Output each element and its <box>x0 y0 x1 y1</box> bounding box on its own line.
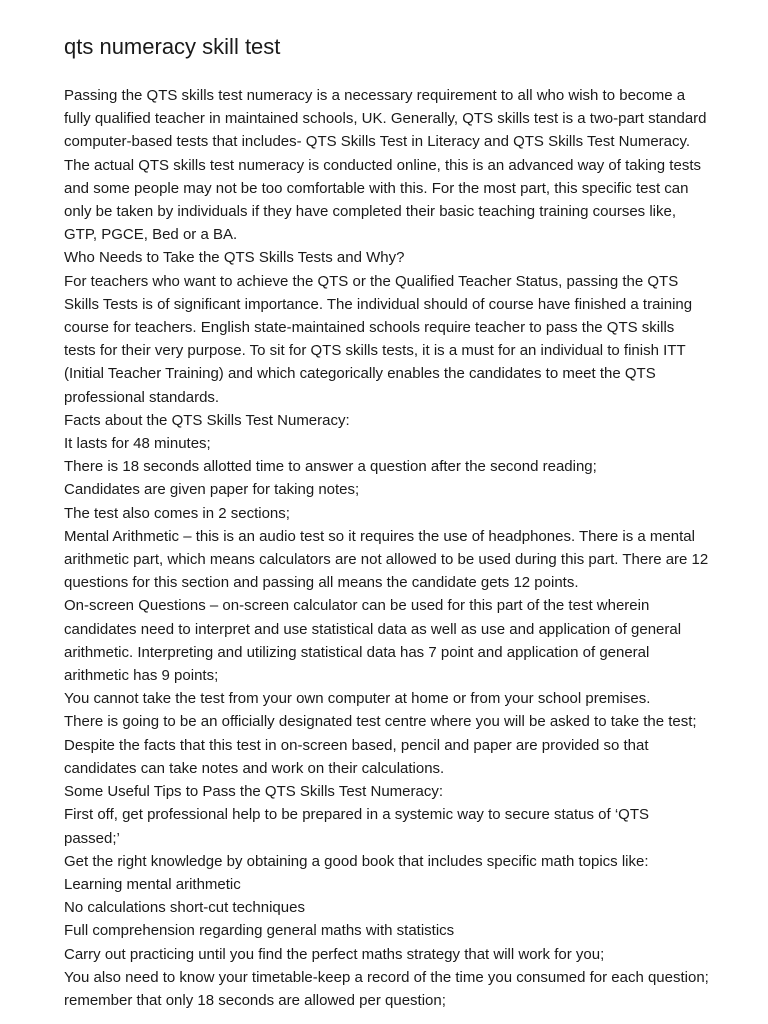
body-paragraph: On-screen Questions – on-screen calculator can be used for this part of the test wherein candidates need to interpret and use statistical data as well as use and application of general arithmetic. Interpreting and utilizing statistical data has 7 point and application of general arithmetic has 9 points; <box>64 597 682 685</box>
body-paragraph: First off, get professional help to be prepared in a systemic way to secure status of ‘QTS passed;’ <box>64 806 649 847</box>
body-paragraph: Mental Arithmetic – this is an audio test so it requires the use of headphones. There is a mental arithmetic part, which means calculators are not allowed to be used during this part. There are 12 questions for this section and passing all means the candidate gets 12 points. <box>64 527 709 592</box>
section-heading: Who Needs to Take the QTS Skills Tests and Why? <box>64 249 405 267</box>
body-paragraph: Full comprehension regarding general maths with statistics <box>64 922 455 940</box>
body-paragraph: Get the right knowledge by obtaining a good book that includes specific math topics like: <box>64 852 649 870</box>
body-paragraph: Candidates are given paper for taking notes; <box>64 481 360 499</box>
document-body <box>64 84 709 1012</box>
body-paragraph: It lasts for 48 minutes; <box>64 435 211 453</box>
body-paragraph: For teachers who want to achieve the QTS or the Qualified Teacher Status, passing the QTS Skills Tests is of significant importance. The individual should of course have finished a training course for teachers. English state-maintained schools require teacher to pass the QTS skills tests for their very purpose. To sit for QTS skills tests, it is a must for an individual to finish ITT (Initial Teacher Training) and which categorically enables the candidates to meet the QTS professional standards. <box>64 272 693 406</box>
body-paragraph: The test also comes in 2 sections; <box>64 504 290 522</box>
body-paragraph: You cannot take the test from your own computer at home or from your school premises. <box>64 690 651 708</box>
section-heading: Some Useful Tips to Pass the QTS Skills Test Numeracy: <box>64 783 444 801</box>
body-paragraph: No calculations short-cut techniques <box>64 899 305 917</box>
body-paragraph: There is 18 seconds allotted time to answer a question after the second reading; <box>64 458 597 476</box>
body-paragraph: There is going to be an officially designated test centre where you will be asked to take the test; <box>64 713 697 731</box>
body-paragraph: Carry out practicing until you find the perfect maths strategy that will work for you; <box>64 945 605 963</box>
body-paragraph: Learning mental arithmetic <box>64 875 241 893</box>
body-paragraph: You also need to know your timetable-keep a record of the time you consumed for each question; remember that only 18 seconds are allowed per question; <box>64 968 709 1009</box>
section-heading: Facts about the QTS Skills Test Numeracy: <box>64 411 350 429</box>
body-paragraph: Despite the facts that this test in on-screen based, pencil and paper are provided so that candidates can take notes and work on their calculations. <box>64 736 649 777</box>
document-title: qts numeracy skill test <box>64 34 281 59</box>
body-paragraph: Passing the QTS skills test numeracy is a necessary requirement to all who wish to become a fully qualified teacher in maintained schools, UK. Generally, QTS skills test is a two-part standard computer-based tests that includes- QTS Skills Test in Literacy and QTS Skills Test Numeracy. The actual QTS skills test numeracy is conducted online, this is an advanced way of taking tests and some people may not be too comfortable with this. For the most part, this specific test can only be taken by individuals if they have completed their basic teaching training courses like, GTP, PGCE, Bed or a BA. <box>64 87 707 244</box>
